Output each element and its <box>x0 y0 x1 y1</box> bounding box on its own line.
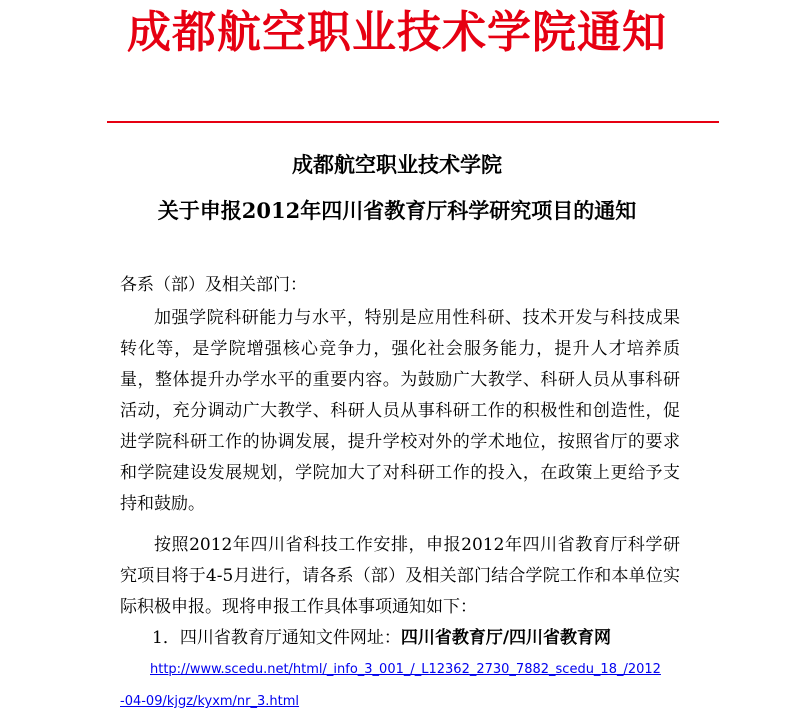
paragraph-2-text: 按照2012年四川省科技工作安排，申报2012年四川省教育厅科学研究项目将于4-5月进行，请各系（部）及相关部门结合学院工作和本单位实际积极申报。现将申报工作具体事项通知如下： <box>120 535 680 617</box>
paragraph-1-text: 加强学院科研能力与水平，特别是应用性科研、技术开发与科技成果转化等，是学院增强核心竞争力，强化社会服务能力，提升人才培养质量，整体提升办学水平的重要内容。为鼓励广大教学、科研人员从事科研活动，充分调动广大教学、科研人员从事科研工作的积极性和创造性，促进学院科研工作的协调发展，提升学校对外的学术地位，按照省厅的要求和学院建设发展规划，学院加大了对科研工作的投入，在政策上更给予支持和鼓励。 <box>120 308 680 514</box>
paragraph-2 <box>120 530 680 623</box>
salutation: 各系（部）及相关部门： <box>120 275 307 295</box>
list-item-1-site: 四川省教育厅/四川省教育网 <box>400 628 612 648</box>
notice-url-link-line1[interactable]: http://www.scedu.net/html/_info_3_001_/_L12362_2730_7882_scedu_18_/2012 <box>150 662 661 677</box>
notice-url-link-line2[interactable]: -04-09/kjgz/kyxm/nr_3.html <box>120 694 300 709</box>
paragraph-1 <box>120 303 680 520</box>
masthead-title: 成都航空职业技术学院通知 <box>127 7 667 58</box>
list-item-1 <box>152 623 611 654</box>
notice-title-line2: 关于申报2012年四川省教育厅科学研究项目的通知 <box>157 198 637 223</box>
list-item-1-label: 1．四川省教育厅通知文件网址： <box>152 628 401 648</box>
red-divider <box>107 121 719 123</box>
notice-title-line1: 成都航空职业技术学院 <box>292 152 502 177</box>
